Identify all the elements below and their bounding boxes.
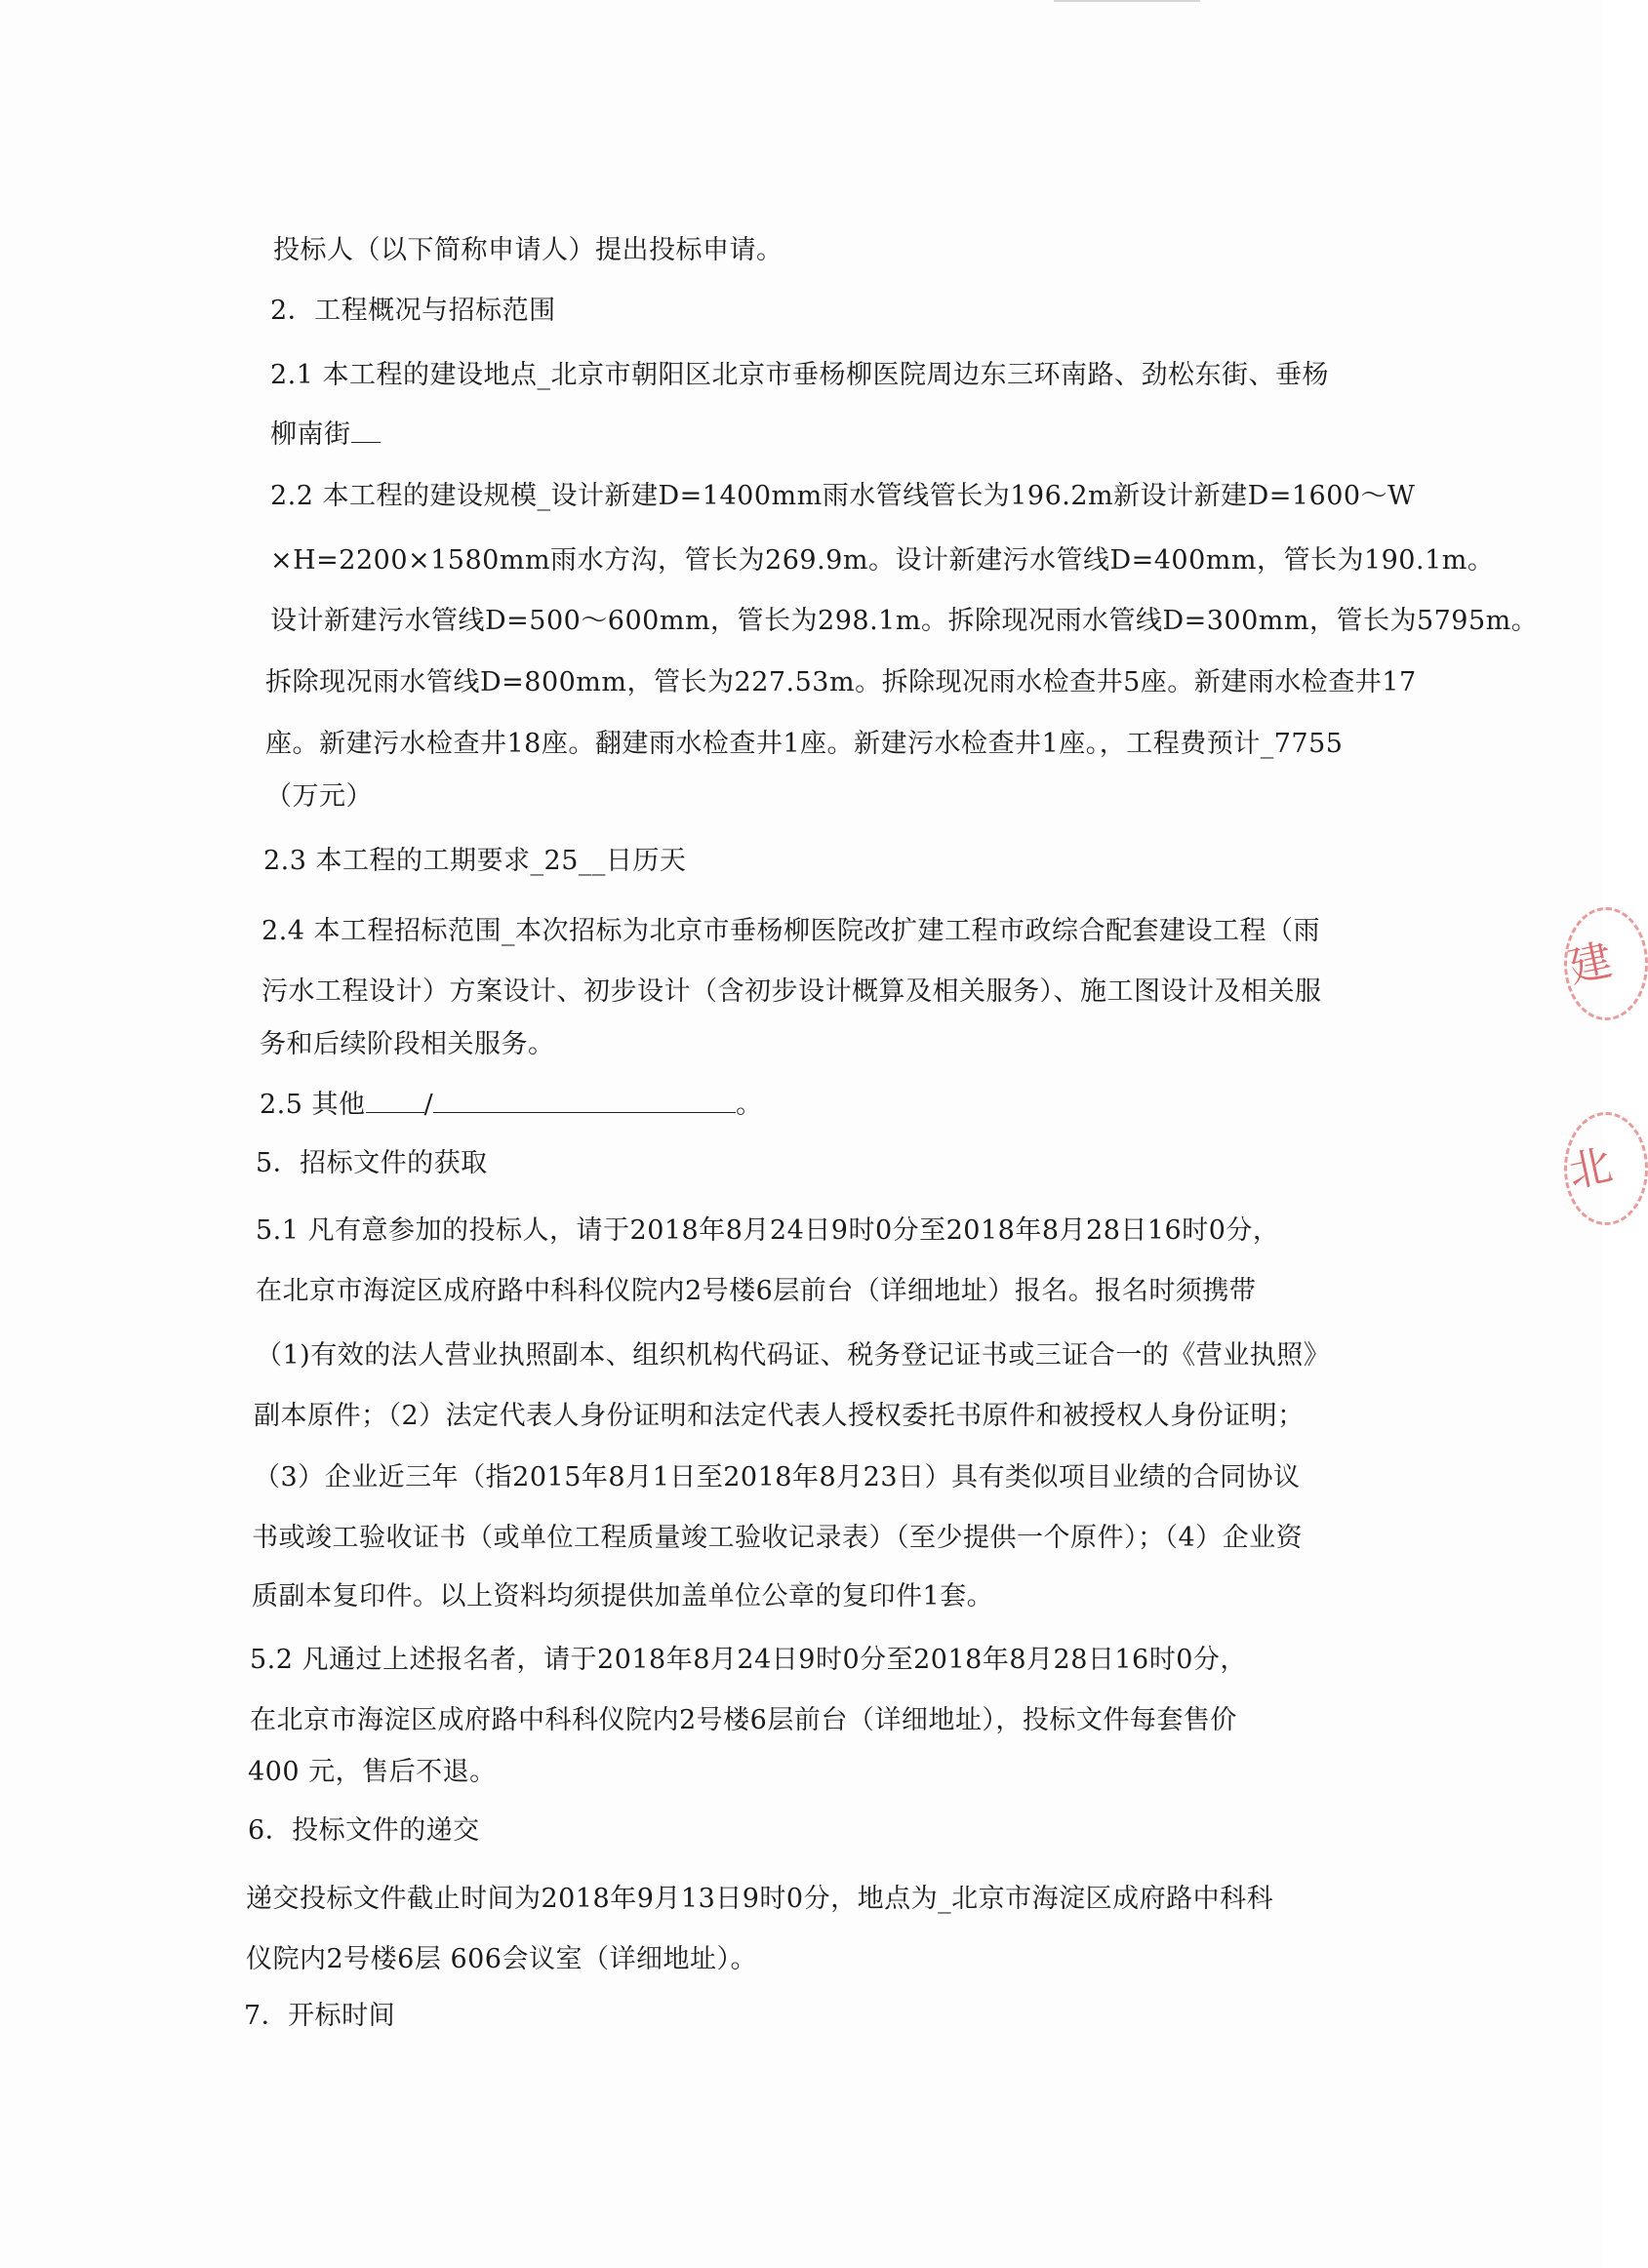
para-5-1-line-5: （3）企业近三年（指2015年8月1日至2018年8月23日）具有类似项目业绩的合同协议 — [254, 1462, 1301, 1492]
para-intro-end: 投标人（以下简称申请人）提出投标申请。 — [273, 235, 784, 265]
para-6-line-2: 仪院内2号楼6层 606会议室（详细地址）。 — [246, 1944, 757, 1974]
para-5-1-line-1: 5.1 凡有意参加的投标人，请于2018年8月24日9时0分至2018年8月28日16时0分， — [256, 1215, 1280, 1246]
para-2-4-line-1: 2.4 本工程招标范围_本次招标为北京市垂杨柳医院改扩建工程市政综合配套建设工程（雨 — [261, 916, 1321, 946]
para-6-line-1: 递交投标文件截止时间为2018年9月13日9时0分，地点为_北京市海淀区成府路中科科 — [246, 1884, 1274, 1914]
para-5-2-line-3: 400 元，售后不退。 — [248, 1757, 497, 1787]
para-2-2-line-5: 座。新建污水检查井18座。翻建雨水检查井1座。新建污水检查井1座。，工程费预计_7755 — [265, 729, 1344, 759]
red-seal-fragment: 北 — [1564, 1112, 1603, 1219]
blank-underline — [351, 417, 381, 443]
para-2-2-line-2: ×H=2200×1580mm雨水方沟，管长为269.9m。设计新建污水管线D=400mm，管长为190.1m。 — [270, 545, 1495, 576]
para-2-2-line-3: 设计新建污水管线D=500～600mm，管长为298.1m。拆除现况雨水管线D=300mm，管长为5795m。 — [270, 606, 1539, 636]
heading-section-6: 6．投标文件的递交 — [248, 1815, 480, 1846]
para-2-1-line-1: 2.1 本工程的建设地点_北京市朝阳区北京市垂杨柳医院周边东三环南路、劲松东街、垂杨 — [270, 360, 1330, 390]
para-5-1-line-4: 副本原件；（2）法定代表人身份证明和法定代表人授权委托书原件和被授权人身份证明； — [254, 1401, 1305, 1431]
para-2-2-line-4: 拆除现况雨水管线D=800mm，管长为227.53m。拆除现况雨水检查井5座。新建雨水检查井17 — [265, 667, 1417, 697]
para-5-2-line-2: 在北京市海淀区成府路中科科仪院内2号楼6层前台（详细地址），投标文件每套售价 — [250, 1705, 1237, 1735]
para-5-1-line-3: （1)有效的法人营业执照副本、组织机构代码证、税务登记证书或三证合一的《营业执照》 — [256, 1340, 1331, 1371]
para-2-1-line-2: 柳南街 — [270, 417, 381, 452]
red-seal-fragment: 建 — [1564, 907, 1603, 1015]
para-5-1-line-2: 在北京市海淀区成府路中科科仪院内2号楼6层前台（详细地址）报名。报名时须携带 — [256, 1276, 1257, 1306]
heading-section-5: 5．招标文件的获取 — [256, 1148, 488, 1178]
scan-edge-mark — [1054, 0, 1200, 2]
heading-section-2: 2．工程概况与招标范围 — [270, 296, 556, 326]
para-2-4-line-3: 务和后续阶段相关服务。 — [260, 1029, 555, 1059]
para-5-2-line-1: 5.2 凡通过上述报名者，请于2018年8月24日9时0分至2018年8月28日16时0分， — [250, 1645, 1247, 1675]
para-2-3: 2.3 本工程的工期要求_25__日历天 — [263, 846, 687, 876]
blank-underline — [366, 1087, 424, 1113]
para-5-1-line-6: 书或竣工验收证书（或单位工程质量竣工验收记录表）（至少提供一个原件）；（4）企业资 — [252, 1523, 1304, 1553]
heading-section-7: 7．开标时间 — [244, 2001, 396, 2031]
para-2-2-line-1: 2.2 本工程的建设规模_设计新建D=1400mm雨水管线管长为196.2m新设计新建D=1600～W — [270, 481, 1416, 511]
para-2-2-line-6: （万元） — [265, 781, 373, 812]
para-2-4-line-2: 污水工程设计）方案设计、初步设计（含初步设计概算及相关服务）、施工图设计及相关服 — [261, 976, 1322, 1007]
para-5-1-line-7: 质副本复印件。以上资料均须提供加盖单位公章的复印件1套。 — [252, 1581, 994, 1611]
blank-underline — [433, 1087, 736, 1113]
para-2-5: 2.5 其他 / 。 — [260, 1087, 763, 1122]
